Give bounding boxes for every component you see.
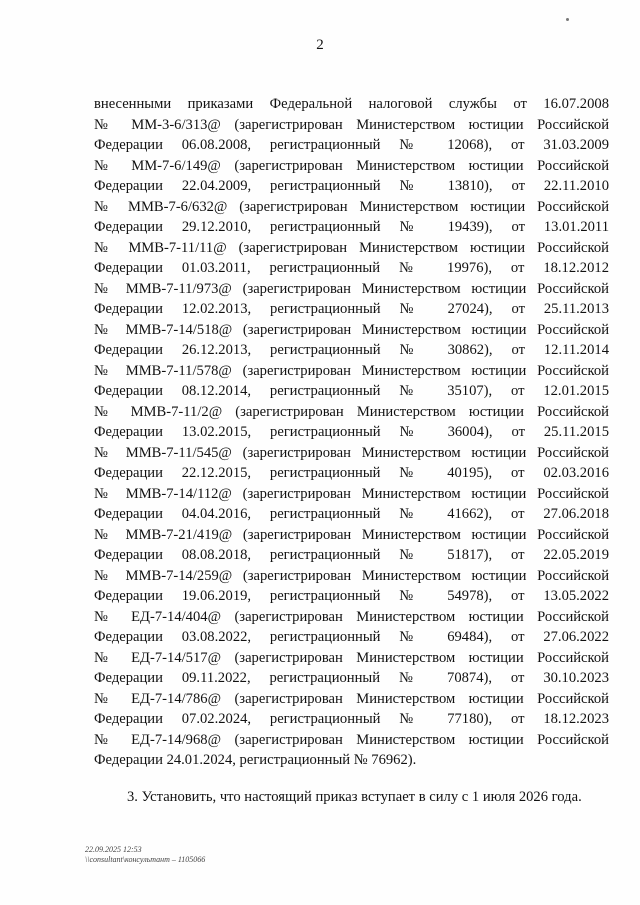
body-line: Федерации 08.12.2014, регистрационный № 35107), от 12.01.2015 <box>94 383 609 399</box>
body-line: Федерации 08.08.2018, регистрационный № 51817), от 22.05.2019 <box>94 547 609 563</box>
body-line: Федерации 01.03.2011, регистрационный № 19976), от 18.12.2012 <box>94 260 609 276</box>
body-line: Федерации 24.01.2024, регистрационный № 76962). <box>94 752 417 768</box>
body-line: № ММВ-7-21/419@ (зарегистрирован Министерством юстиции Российской <box>94 526 609 543</box>
body-line: № ММВ-7-11/973@ (зарегистрирован Министерством юстиции Российской <box>94 280 609 297</box>
body-line: № ММВ-7-14/518@ (зарегистрирован Министерством юстиции Российской <box>94 321 609 338</box>
body-line: № ЕД-7-14/968@ (зарегистрирован Министерством юстиции Российской <box>94 731 609 748</box>
body-line: № ММВ-7-6/632@ (зарегистрирован Министерством юстиции Российской <box>94 198 609 215</box>
body-line: Федерации 19.06.2019, регистрационный № 54978), от 13.05.2022 <box>94 588 609 604</box>
scan-speck <box>566 18 569 21</box>
body-line: № ММВ-7-11/11@ (зарегистрирован Министерством юстиции Российской <box>94 239 609 256</box>
body-line: Федерации 07.02.2024, регистрационный № 77180), от 18.12.2023 <box>94 711 609 727</box>
body-line: № ММВ-7-11/578@ (зарегистрирован Министерством юстиции Российской <box>94 362 609 379</box>
body-line: Федерации 04.04.2016, регистрационный № 41662), от 27.06.2018 <box>94 506 609 522</box>
body-line: Федерации 26.12.2013, регистрационный № 30862), от 12.11.2014 <box>94 342 609 358</box>
body-line: № ЕД-7-14/786@ (зарегистрирован Министерством юстиции Российской <box>94 690 609 707</box>
body-line: Федерации 13.02.2015, регистрационный № 36004), от 25.11.2015 <box>94 424 609 440</box>
body-line: № ММВ-7-14/259@ (зарегистрирован Министерством юстиции Российской <box>94 567 609 584</box>
amendments-paragraph <box>94 94 609 771</box>
footer-timestamp: 22.09.2025 12:53 <box>85 845 142 854</box>
body-line: Федерации 29.12.2010, регистрационный № 19439), от 13.01.2011 <box>94 219 609 235</box>
paragraph-3-effective-date: 3. Установить, что настоящий приказ вступает в силу с 1 июля 2026 года. <box>127 789 582 805</box>
body-line: № ЕД-7-14/517@ (зарегистрирован Министерством юстиции Российской <box>94 649 609 666</box>
body-line: № ЕД-7-14/404@ (зарегистрирован Министерством юстиции Российской <box>94 608 609 625</box>
body-line: внесенными приказами Федеральной налоговой службы от 16.07.2008 <box>94 96 609 112</box>
body-line: № ММВ-7-14/112@ (зарегистрирован Министерством юстиции Российской <box>94 485 609 502</box>
footer-source: \\consultant\консультант – 1105066 <box>85 855 206 864</box>
body-line: Федерации 03.08.2022, регистрационный № 69484), от 27.06.2022 <box>94 629 609 645</box>
body-line: Федерации 06.08.2008, регистрационный № 12068), от 31.03.2009 <box>94 137 609 153</box>
body-line: Федерации 12.02.2013, регистрационный № 27024), от 25.11.2013 <box>94 301 609 317</box>
body-line: Федерации 09.11.2022, регистрационный № 70874), от 30.10.2023 <box>94 670 609 686</box>
body-line: № ММВ-7-11/545@ (зарегистрирован Министерством юстиции Российской <box>94 444 609 461</box>
body-line: № ММ-7-6/149@ (зарегистрирован Министерством юстиции Российской <box>94 157 609 174</box>
print-footer <box>85 845 205 865</box>
body-line: № ММВ-7-11/2@ (зарегистрирован Министерством юстиции Российской <box>94 403 609 420</box>
body-line: Федерации 22.04.2009, регистрационный № 13810), от 22.11.2010 <box>94 178 609 194</box>
body-line: Федерации 22.12.2015, регистрационный № 40195), от 02.03.2016 <box>94 465 609 481</box>
page-number: 2 <box>316 37 324 53</box>
body-line: № ММ-3-6/313@ (зарегистрирован Министерством юстиции Российской <box>94 116 609 133</box>
